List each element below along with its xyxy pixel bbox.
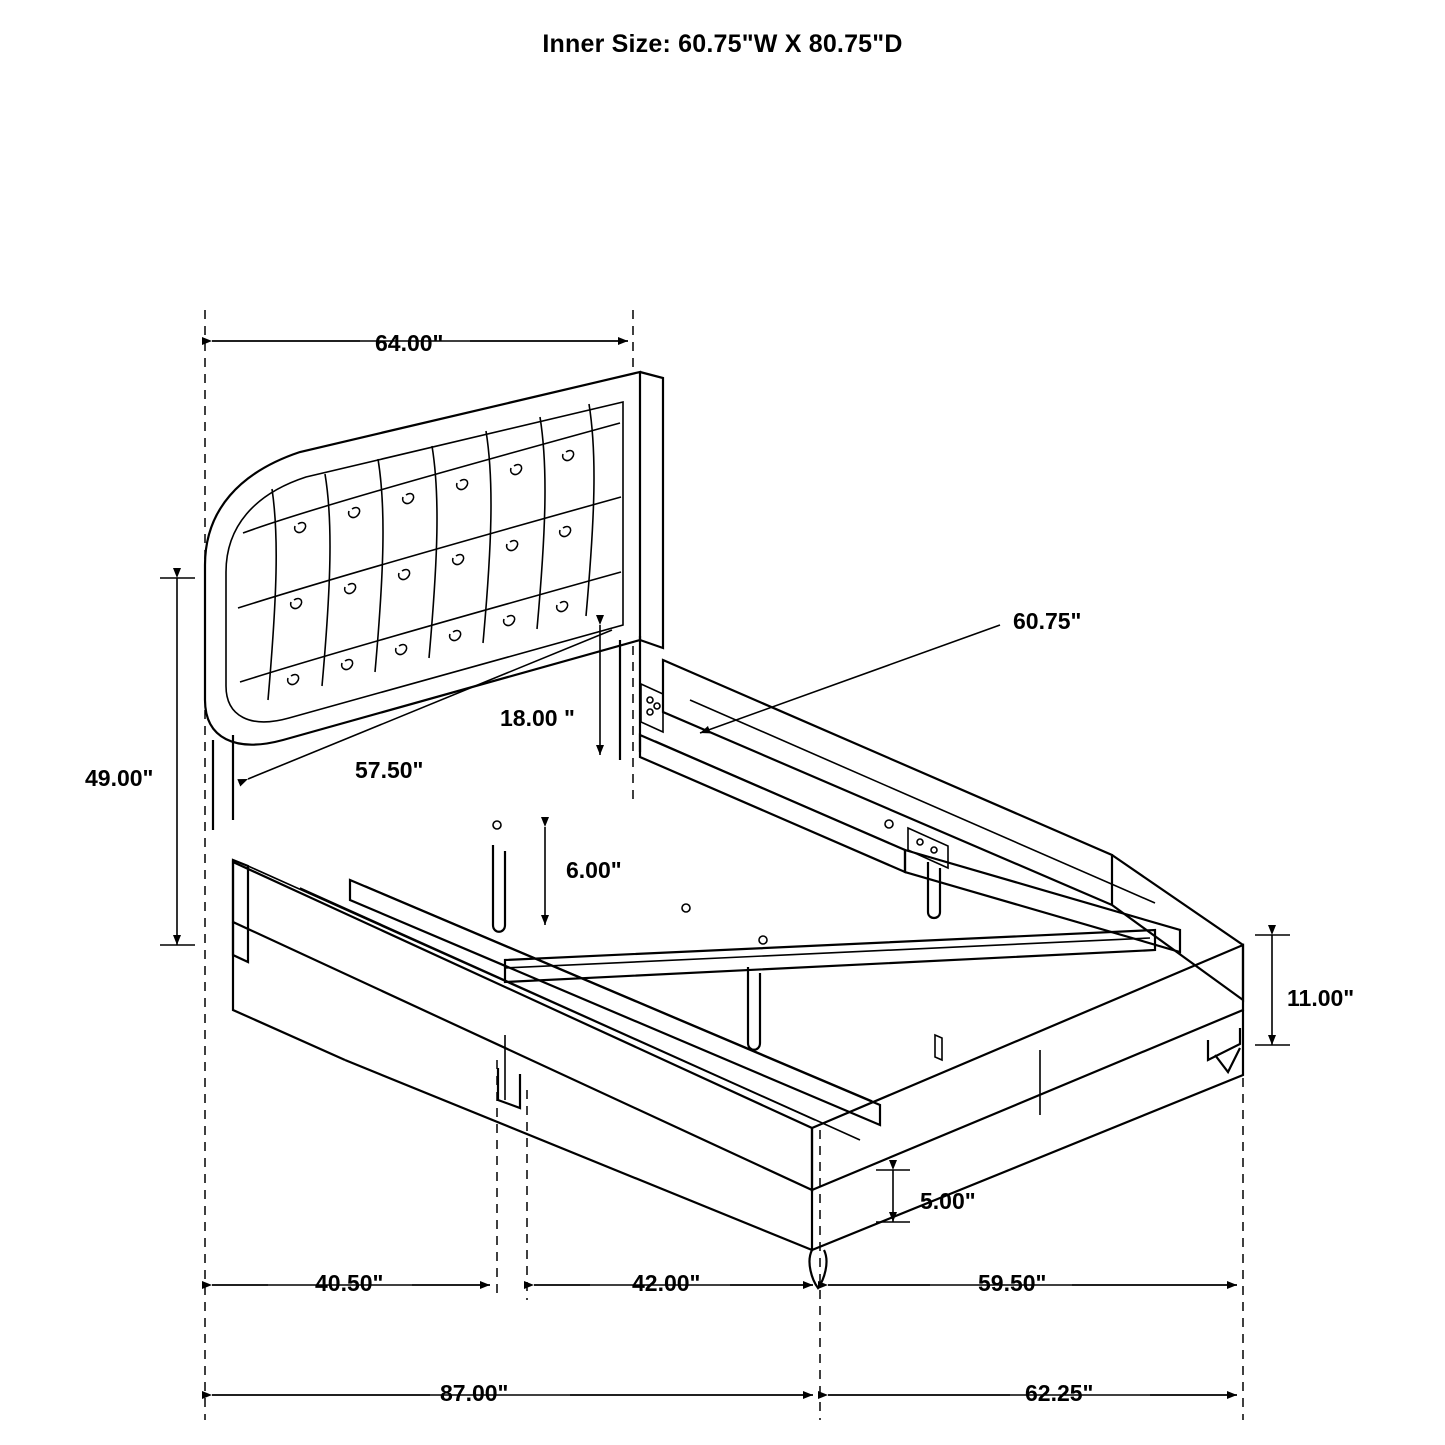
dim-label-overall-depth-left: 87.00" <box>440 1380 509 1406</box>
dim-label-depth-segment-1: 40.50" <box>315 1270 384 1296</box>
dim-label-depth-segment-2: 42.00" <box>632 1270 701 1296</box>
dim-label-overall-depth-right: 62.25" <box>1025 1380 1094 1406</box>
dim-label-headboard-width: 57.50" <box>355 757 424 783</box>
dim-label-inner-width: 60.75" <box>1013 608 1082 634</box>
dim-label-rail-height: 11.00" <box>1287 985 1355 1011</box>
dim-label-headboard-drop: 18.00 " <box>500 705 575 731</box>
bed-frame <box>233 660 1243 1288</box>
dim-label-headboard-height: 49.00" <box>85 765 154 791</box>
dim-label-leg-height: 5.00" <box>920 1188 976 1214</box>
dim-label-overall-width: 64.00" <box>375 330 444 356</box>
dim-label-slat-clearance: 6.00" <box>566 857 622 883</box>
page-title: Inner Size: 60.75"W X 80.75"D <box>542 30 903 58</box>
dim-label-depth-segment-3: 59.50" <box>978 1270 1047 1296</box>
